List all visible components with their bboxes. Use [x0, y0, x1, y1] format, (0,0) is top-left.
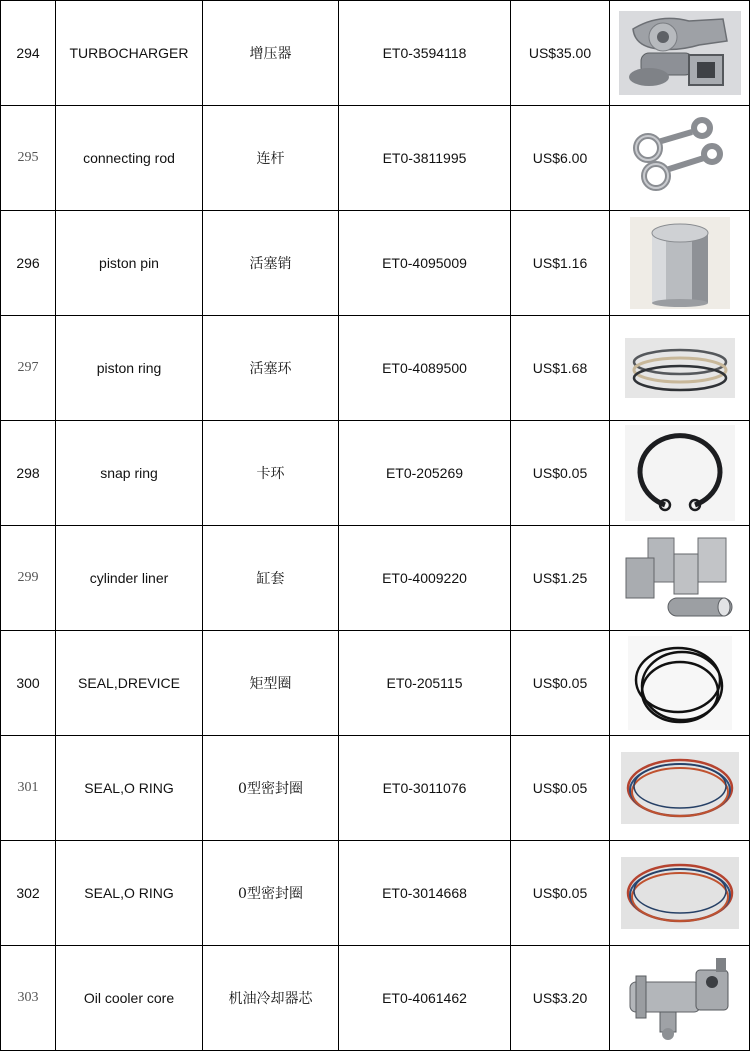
part-name: connecting rod	[56, 106, 203, 211]
part-name: SEAL,O RING	[56, 736, 203, 841]
unit-price: US$0.05	[511, 421, 610, 526]
table-row	[1, 631, 750, 736]
item-number: 294	[1, 1, 56, 106]
part-name: piston pin	[56, 211, 203, 316]
part-photo-cell	[610, 736, 750, 841]
table-row	[1, 946, 750, 1051]
part-photo-cell	[610, 946, 750, 1051]
table-row	[1, 106, 750, 211]
part-name-chinese: 卡环	[203, 421, 339, 526]
part-photo-cell	[610, 1, 750, 106]
item-number: 298	[1, 421, 56, 526]
part-code: ET0-205115	[339, 631, 511, 736]
table-row	[1, 1, 750, 106]
item-number: 300	[1, 631, 56, 736]
part-name-chinese: 0型密封圈	[203, 736, 339, 841]
table-row	[1, 316, 750, 421]
item-number: 301	[1, 736, 56, 841]
part-name-chinese: 活塞销	[203, 211, 339, 316]
piston-ring-photo	[614, 320, 745, 416]
part-name-chinese: 增压器	[203, 1, 339, 106]
part-code: ET0-205269	[339, 421, 511, 526]
part-photo-cell	[610, 316, 750, 421]
o-ring-photo	[614, 845, 745, 941]
unit-price: US$0.05	[511, 841, 610, 946]
item-number: 302	[1, 841, 56, 946]
part-name-chinese: 缸套	[203, 526, 339, 631]
part-name: Oil cooler core	[56, 946, 203, 1051]
table-row	[1, 211, 750, 316]
part-photo-cell	[610, 841, 750, 946]
part-code: ET0-3014668	[339, 841, 511, 946]
part-name-chinese: 活塞环	[203, 316, 339, 421]
unit-price: US$35.00	[511, 1, 610, 106]
oil-cooler-core-photo	[614, 950, 745, 1046]
item-number: 297	[1, 316, 56, 421]
turbocharger-photo	[614, 5, 745, 101]
connecting-rod-photo	[614, 110, 745, 206]
part-name-chinese: 连杆	[203, 106, 339, 211]
part-name: SEAL,DREVICE	[56, 631, 203, 736]
part-name: snap ring	[56, 421, 203, 526]
table-row	[1, 736, 750, 841]
o-ring-photo	[614, 740, 745, 836]
unit-price: US$0.05	[511, 736, 610, 841]
part-photo-cell	[610, 421, 750, 526]
part-code: ET0-4061462	[339, 946, 511, 1051]
part-name-chinese: 矩型圈	[203, 631, 339, 736]
item-number: 299	[1, 526, 56, 631]
part-name: piston ring	[56, 316, 203, 421]
part-code: ET0-3594118	[339, 1, 511, 106]
unit-price: US$1.68	[511, 316, 610, 421]
part-code: ET0-3811995	[339, 106, 511, 211]
table-row	[1, 841, 750, 946]
rectangular-seal-photo	[614, 635, 745, 731]
part-photo-cell	[610, 526, 750, 631]
part-photo-cell	[610, 106, 750, 211]
unit-price: US$3.20	[511, 946, 610, 1051]
unit-price: US$1.16	[511, 211, 610, 316]
part-name: cylinder liner	[56, 526, 203, 631]
part-code: ET0-4009220	[339, 526, 511, 631]
piston-pin-photo	[614, 215, 745, 311]
part-photo-cell	[610, 631, 750, 736]
part-photo-cell	[610, 211, 750, 316]
item-number: 303	[1, 946, 56, 1051]
part-name-chinese: 机油冷却器芯	[203, 946, 339, 1051]
item-number: 296	[1, 211, 56, 316]
unit-price: US$0.05	[511, 631, 610, 736]
unit-price: US$1.25	[511, 526, 610, 631]
snap-ring-photo	[614, 425, 745, 521]
part-name: SEAL,O RING	[56, 841, 203, 946]
table-row	[1, 526, 750, 631]
unit-price: US$6.00	[511, 106, 610, 211]
part-code: ET0-4089500	[339, 316, 511, 421]
cylinder-liner-photo	[614, 530, 745, 626]
part-code: ET0-3011076	[339, 736, 511, 841]
part-code: ET0-4095009	[339, 211, 511, 316]
part-name: TURBOCHARGER	[56, 1, 203, 106]
table-row	[1, 421, 750, 526]
item-number: 295	[1, 106, 56, 211]
part-name-chinese: 0型密封圈	[203, 841, 339, 946]
